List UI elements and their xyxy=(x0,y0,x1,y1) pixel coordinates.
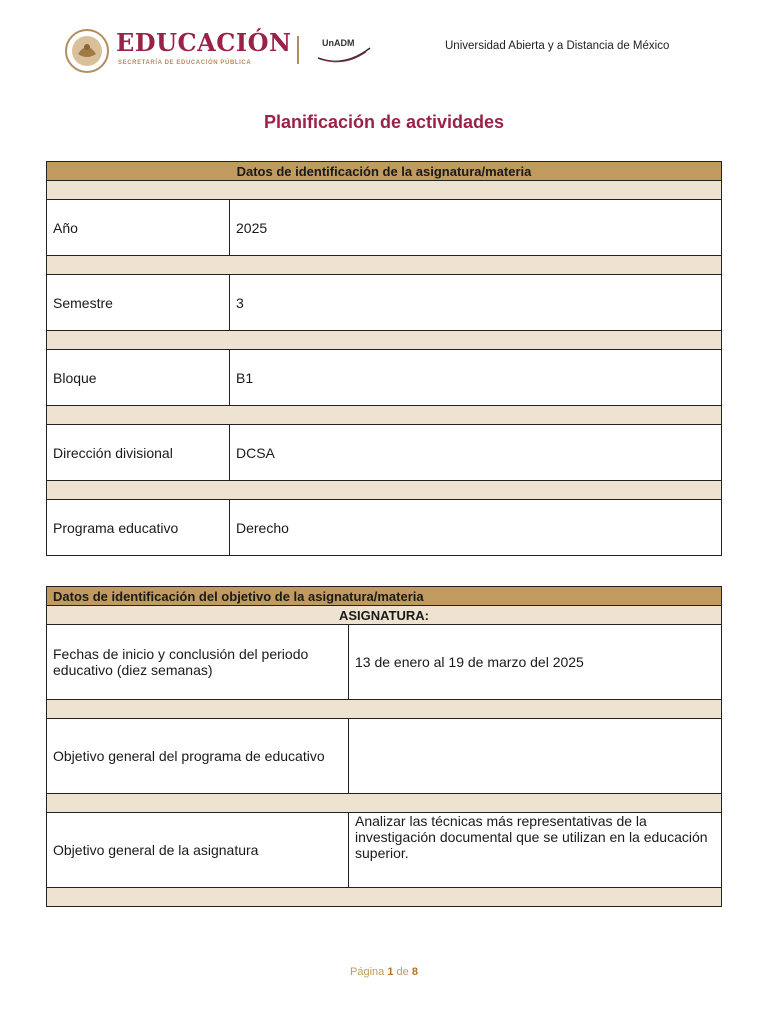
row-label: Semestre xyxy=(47,275,230,331)
table-header: Datos de identificación de la asignatura/materia xyxy=(47,162,722,181)
spacer-row xyxy=(47,181,722,200)
row-value: Derecho xyxy=(230,500,722,556)
row-label: Programa educativo xyxy=(47,500,230,556)
row-label: Fechas de inicio y conclusión del periodo educativo (diez semanas) xyxy=(47,625,349,700)
row-value: 3 xyxy=(230,275,722,331)
table-row xyxy=(47,813,722,888)
page-title: Planificación de actividades xyxy=(263,112,505,132)
coat-of-arms-icon xyxy=(64,28,110,74)
spacer-row xyxy=(47,481,722,500)
row-label: Año xyxy=(47,200,230,256)
table-subheader: ASIGNATURA: xyxy=(47,606,722,625)
spacer-row xyxy=(47,331,722,350)
spacer-row xyxy=(47,406,722,425)
row-value: B1 xyxy=(230,350,722,406)
row-value xyxy=(349,719,722,794)
subject-identification-table xyxy=(46,161,722,556)
page-label: Página xyxy=(350,966,385,978)
page-header xyxy=(64,24,704,80)
table-row xyxy=(47,200,722,256)
spacer-row xyxy=(47,256,722,275)
table-header: Datos de identificación del objetivo de la asignatura/materia xyxy=(47,587,722,606)
page-footer xyxy=(0,966,768,978)
university-name: Universidad Abierta y a Distancia de México xyxy=(445,40,670,52)
spacer-row xyxy=(47,888,722,907)
education-logo-subtitle: SECRETARÍA DE EDUCACIÓN PÚBLICA xyxy=(118,60,252,66)
row-label: Objetivo general de la asignatura xyxy=(47,813,349,888)
table-row xyxy=(47,500,722,556)
page-total: 8 xyxy=(411,966,418,978)
spacer-row xyxy=(47,794,722,813)
unadm-label: UnADM xyxy=(322,38,355,48)
objective-identification-table xyxy=(46,586,722,907)
education-logo-title: EDUCACIÓN xyxy=(116,28,292,57)
table-row xyxy=(47,425,722,481)
row-value: DCSA xyxy=(230,425,722,481)
row-label: Dirección divisional xyxy=(47,425,230,481)
row-label: Objetivo general del programa de educativo xyxy=(47,719,349,794)
table-row xyxy=(47,625,722,700)
page-of: de xyxy=(396,966,409,978)
row-value: Analizar las técnicas más representativas de la investigación documental que se utilizan en la educación superior. xyxy=(349,813,722,888)
table-row xyxy=(47,719,722,794)
row-value: 13 de enero al 19 de marzo del 2025 xyxy=(349,625,722,700)
page-current: 1 xyxy=(387,966,394,978)
row-label: Bloque xyxy=(47,350,230,406)
spacer-row xyxy=(47,700,722,719)
logo-divider xyxy=(297,36,299,64)
table-row xyxy=(47,275,722,331)
row-value: 2025 xyxy=(230,200,722,256)
table-row xyxy=(47,350,722,406)
